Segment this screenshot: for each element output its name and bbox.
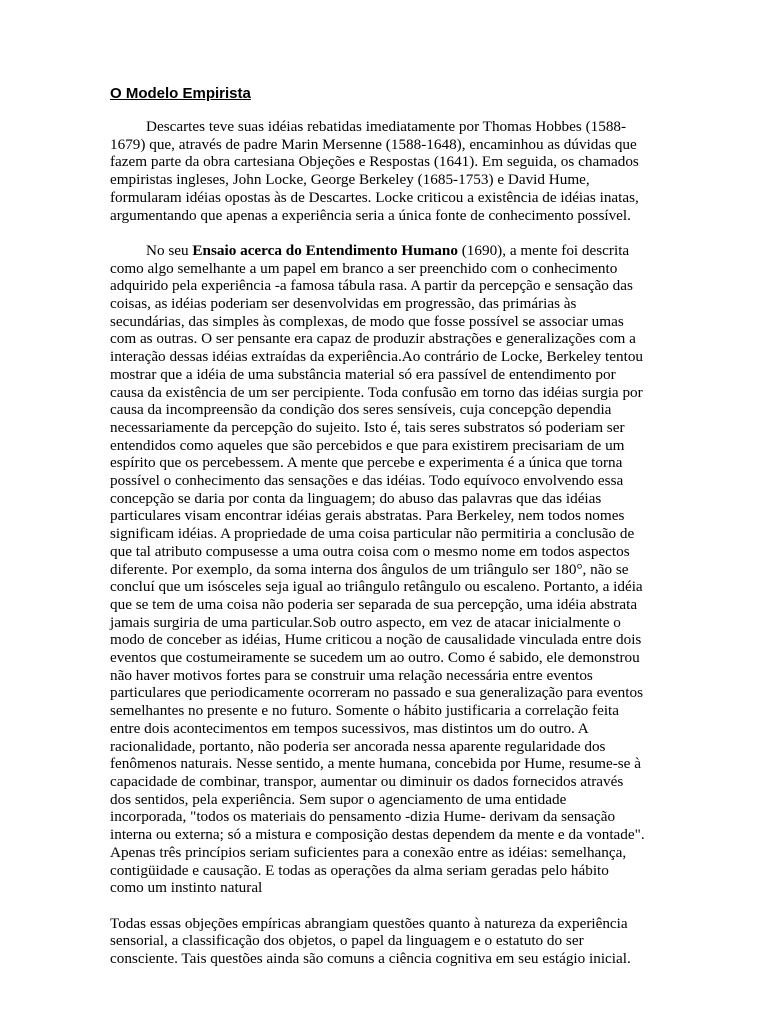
paragraph-conclusion: Todas essas objeções empíricas abrangiam questões quanto à natureza da experiência sensorial, a classificação dos objetos, o papel da linguagem e o estatuto do ser consciente. Tais questões ainda são comuns a ciência cognitiva em seu estágio inicial.	[110, 914, 631, 968]
paragraph-descartes: Descartes teve suas idéias rebatidas imediatamente por Thomas Hobbes (1588-1679) que, através de padre Marin Mersenne (1588-1648), encaminhou as dúvidas que fazem parte da obra cartesiana Objeções e Respostas (1641). Em seguida, os chamados empiristas ingleses, John Locke, George Berkeley (1685-1753) e David Hume, formularam idéias opostas às de Descartes. Locke criticou a existência de idéias inatas, argumentando que apenas a experiência seria a única fonte de conhecimento possível.	[110, 118, 639, 224]
document-body	[110, 84, 646, 985]
paragraph-empiristas	[110, 242, 646, 897]
paragraph-body-text: (1690), a mente foi descrita como algo semelhante a um papel em branco a ser preenchido com o conhecimento adquirido pela experiência -a famosa tábula rasa. A partir da percepção e sensação das coisas, as idéias poderiam ser desenvolvidas em progressão, das primárias às secundárias, das simples às complexas, de modo que fosse possível se associar umas com as outras. O ser pensante era capaz de produzir abstrações e generalizações com a interação dessas idéias extraídas da experiência.Ao contrário de Locke, Berkeley tentou mostrar que a idéia de uma substância material só era passível de entendimento por causa da existência de um ser percipiente. Toda confusão em torno das idéias surgia por causa da incompreensão da condição dos seres sensíveis, cuja concepção dependia necessariamente da percepção do sujeito. Isto é, tais seres substratos só poderiam ser entendidos como aqueles que são percebidos e que para existirem precisariam de um espírito que os percebessem. A mente que percebe e experimenta é a única que torna possível o conhecimento das sensações e das idéias. Todo equívoco envolvendo essa concepção se daria por conta da linguagem; do abuso das palavras que das idéias particulares visam encontrar idéias gerais abstratas. Para Berkeley, nem todos nomes significam idéias. A propriedade de uma coisa particular não permitiria a conclusão de que tal atributo compusesse a uma outra coisa com o mesmo nome em todos aspectos diferente. Por exemplo, da soma interna dos ângulos de um triângulo ser 180°, não se concluí que um isósceles seja igual ao triângulo retângulo ou escaleno. Portanto, a idéia que se tem de uma coisa não poderia ser separada de sua percepção, uma idéia abstrata jamais surgiria de uma particular.Sob outro aspecto, em vez de atacar inicialmente o modo de conceber as idéias, Hume criticou a noção de causalidade vinculada entre dois eventos que costumeiramente se sucedem um ao outro. Como é sabido, ele demonstrou não haver motivos fortes para se construir uma relação necessária entre eventos particulares que periodicamente ocorreram no passado e sua generalização para eventos semelhantes no presente e no futuro. Somente o hábito justificaria a correlação feita entre dois acontecimentos em tempos sucessivos, mas distintos um do outro. A racionalidade, portanto, não poderia ser ancorada nessa aparente regularidade dos fenômenos naturais. Nesse sentido, a mente humana, concebida por Hume, resume-se à capacidade de combinar, transpor, aumentar ou diminuir os dados fornecidos através dos sentidos, pela experiência. Sem supor o agenciamento de uma entidade incorporada, "todos os materiais do pensamento -dizia Hume- derivam da sensação interna ou externa; só a mistura e composição destas dependem da mente e da vontade". Apenas três princípios seriam suficientes para a conexão entre as idéias: semelhança, contigüidade e causação. E todas as operações da alma seriam geradas pelo hábito como um instinto natural	[110, 241, 645, 897]
paragraph-lead-text: No seu	[146, 241, 193, 259]
document-title: O Modelo Empirista	[110, 85, 251, 102]
book-title-bold: Ensaio acerca do Entendimento Humano	[192, 241, 458, 259]
